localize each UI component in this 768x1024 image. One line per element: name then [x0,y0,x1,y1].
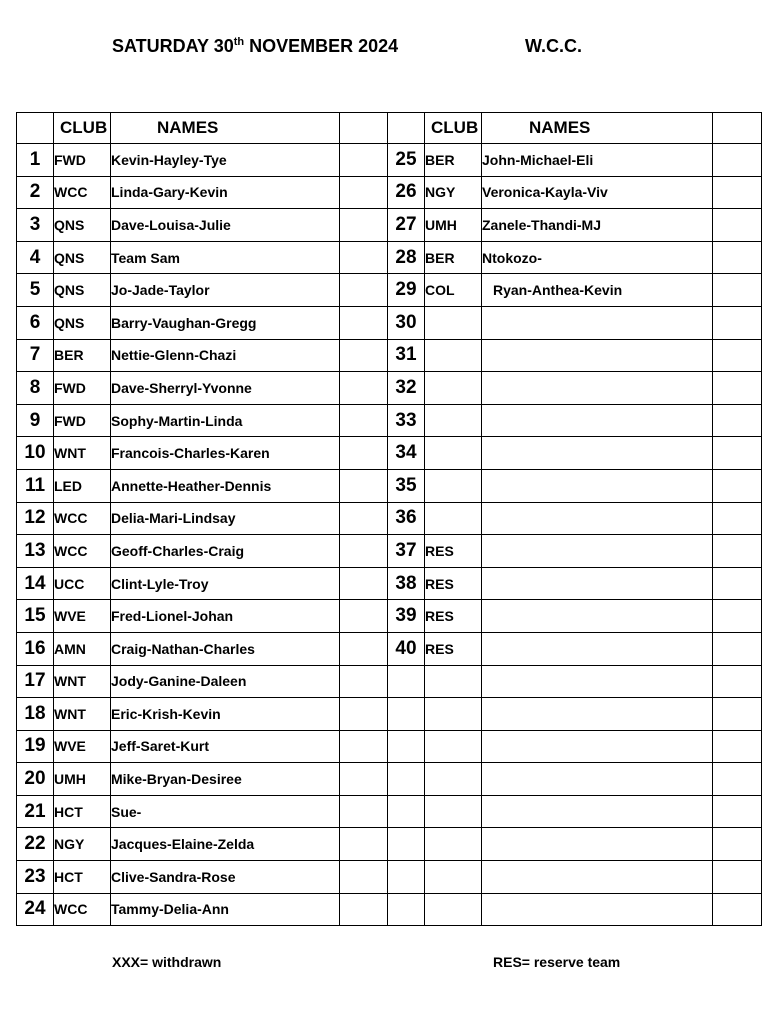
left-club-code: QNS [54,306,111,339]
table-row [17,567,762,600]
right-entry-number: 25 [388,144,425,177]
right-club-code [425,893,482,926]
right-entry-number: 27 [388,209,425,242]
organiser-heading: W.C.C. [525,36,582,56]
right-entry-number [388,763,425,796]
table-row [17,861,762,894]
right-entry-number: 38 [388,567,425,600]
left-entry-number: 5 [17,274,54,307]
right-team-names: Veronica-Kayla-Viv [482,176,713,209]
right-team-names [482,339,713,372]
table-row [17,469,762,502]
left-club-code: WCC [54,893,111,926]
left-extra-cell [340,828,388,861]
right-club-code: RES [425,600,482,633]
right-club-code [425,306,482,339]
left-extra-cell [340,567,388,600]
right-entry-number [388,665,425,698]
right-team-names [482,404,713,437]
left-extra-cell [340,404,388,437]
draw-table-body [17,144,762,926]
right-club-code [425,861,482,894]
right-team-names [482,567,713,600]
right-team-names [482,372,713,405]
right-extra-cell [713,241,762,274]
right-entry-number [388,828,425,861]
left-club-code: FWD [54,372,111,405]
right-team-names: Ryan-Anthea-Kevin [482,274,713,307]
right-club-code: RES [425,567,482,600]
left-club-code: QNS [54,209,111,242]
left-club-code: FWD [54,144,111,177]
right-team-names [482,698,713,731]
withdrawn-note: XXX= withdrawn [112,954,222,970]
left-names-header: NAMES [111,113,340,144]
left-club-code: WCC [54,176,111,209]
left-entry-number: 17 [17,665,54,698]
left-team-names: Jacques-Elaine-Zelda [111,828,340,861]
left-club-code: FWD [54,404,111,437]
left-extra-cell [340,144,388,177]
left-team-names: Eric-Krish-Kevin [111,698,340,731]
right-entry-number: 34 [388,437,425,470]
left-team-names: Jo-Jade-Taylor [111,274,340,307]
left-extra-cell [340,730,388,763]
right-club-code: RES [425,632,482,665]
event-date-heading [112,36,398,57]
table-row [17,209,762,242]
left-club-code: WNT [54,665,111,698]
right-team-names [482,665,713,698]
right-extra-cell [713,502,762,535]
right-extra-cell [713,665,762,698]
right-team-names [482,828,713,861]
right-team-names [482,437,713,470]
left-extra-cell [340,632,388,665]
right-club-code: RES [425,535,482,568]
left-club-code: QNS [54,274,111,307]
left-extra-cell [340,763,388,796]
left-team-names: Tammy-Delia-Ann [111,893,340,926]
left-team-names: Team Sam [111,241,340,274]
table-row [17,665,762,698]
right-extra-header [713,113,762,144]
right-entry-number: 29 [388,274,425,307]
left-entry-number: 23 [17,861,54,894]
right-extra-cell [713,828,762,861]
right-entry-number: 26 [388,176,425,209]
table-row [17,893,762,926]
right-team-names: John-Michael-Eli [482,144,713,177]
right-club-code [425,469,482,502]
right-extra-cell [713,535,762,568]
left-club-code: BER [54,339,111,372]
left-team-names: Delia-Mari-Lindsay [111,502,340,535]
table-row [17,306,762,339]
date-ordinal-suffix: th [233,36,245,48]
right-club-code [425,698,482,731]
left-team-names: Geoff-Charles-Craig [111,535,340,568]
left-entry-number: 15 [17,600,54,633]
left-club-header: CLUB [54,113,111,144]
left-entry-number: 10 [17,437,54,470]
right-club-code: UMH [425,209,482,242]
left-entry-number: 24 [17,893,54,926]
table-row [17,828,762,861]
right-team-names: Zanele-Thandi-MJ [482,209,713,242]
left-entry-number: 18 [17,698,54,731]
right-club-code [425,828,482,861]
right-num-header [388,113,425,144]
right-extra-cell [713,730,762,763]
left-extra-cell [340,339,388,372]
header-row [17,113,762,144]
left-team-names: Clive-Sandra-Rose [111,861,340,894]
draw-table [16,112,762,926]
left-team-names: Clint-Lyle-Troy [111,567,340,600]
left-extra-cell [340,535,388,568]
left-club-code: HCT [54,861,111,894]
right-club-code: BER [425,144,482,177]
left-entry-number: 6 [17,306,54,339]
right-entry-number [388,698,425,731]
right-team-names [482,535,713,568]
right-team-names [482,795,713,828]
table-row [17,437,762,470]
right-team-names [482,861,713,894]
left-entry-number: 22 [17,828,54,861]
left-team-names: Fred-Lionel-Johan [111,600,340,633]
left-extra-cell [340,176,388,209]
left-extra-cell [340,209,388,242]
right-extra-cell [713,567,762,600]
right-extra-cell [713,795,762,828]
right-extra-cell [713,632,762,665]
right-team-names [482,306,713,339]
left-club-code: WCC [54,502,111,535]
right-club-code [425,502,482,535]
table-row [17,600,762,633]
right-extra-cell [713,176,762,209]
left-extra-cell [340,600,388,633]
right-entry-number: 36 [388,502,425,535]
left-club-code: AMN [54,632,111,665]
left-team-names: Barry-Vaughan-Gregg [111,306,340,339]
left-club-code: WVE [54,730,111,763]
table-row [17,241,762,274]
left-entry-number: 8 [17,372,54,405]
left-extra-cell [340,469,388,502]
left-club-code: HCT [54,795,111,828]
right-entry-number: 39 [388,600,425,633]
right-entry-number [388,861,425,894]
left-club-code: WVE [54,600,111,633]
right-club-code: BER [425,241,482,274]
right-entry-number: 30 [388,306,425,339]
right-club-code [425,404,482,437]
right-entry-number: 32 [388,372,425,405]
left-entry-number: 14 [17,567,54,600]
left-extra-cell [340,306,388,339]
table-row [17,535,762,568]
left-team-names: Jeff-Saret-Kurt [111,730,340,763]
left-extra-cell [340,861,388,894]
right-team-names [482,469,713,502]
right-team-names [482,893,713,926]
right-entry-number: 28 [388,241,425,274]
left-entry-number: 11 [17,469,54,502]
right-club-code [425,339,482,372]
right-club-code: NGY [425,176,482,209]
left-extra-cell [340,372,388,405]
right-extra-cell [713,209,762,242]
left-entry-number: 16 [17,632,54,665]
right-extra-cell [713,274,762,307]
right-club-code [425,437,482,470]
right-team-names [482,763,713,796]
right-entry-number [388,795,425,828]
left-team-names: Craig-Nathan-Charles [111,632,340,665]
right-extra-cell [713,469,762,502]
right-club-code: COL [425,274,482,307]
left-team-names: Mike-Bryan-Desiree [111,763,340,796]
table-row [17,372,762,405]
left-team-names: Dave-Louisa-Julie [111,209,340,242]
right-extra-cell [713,698,762,731]
table-row [17,274,762,307]
left-team-names: Linda-Gary-Kevin [111,176,340,209]
right-entry-number [388,730,425,763]
right-extra-cell [713,144,762,177]
left-extra-cell [340,274,388,307]
left-team-names: Nettie-Glenn-Chazi [111,339,340,372]
left-entry-number: 21 [17,795,54,828]
right-team-names [482,632,713,665]
right-team-names [482,502,713,535]
left-entry-number: 13 [17,535,54,568]
right-club-header: CLUB [425,113,482,144]
left-team-names: Kevin-Hayley-Tye [111,144,340,177]
left-team-names: Annette-Heather-Dennis [111,469,340,502]
table-row [17,144,762,177]
right-entry-number: 37 [388,535,425,568]
right-extra-cell [713,861,762,894]
left-club-code: WCC [54,535,111,568]
table-row [17,339,762,372]
left-extra-cell [340,665,388,698]
table-row [17,632,762,665]
left-extra-cell [340,437,388,470]
reserve-note: RES= reserve team [493,954,621,970]
right-extra-cell [713,437,762,470]
right-club-code [425,763,482,796]
left-entry-number: 9 [17,404,54,437]
left-entry-number: 20 [17,763,54,796]
right-team-names [482,730,713,763]
right-extra-cell [713,893,762,926]
left-team-names: Sophy-Martin-Linda [111,404,340,437]
left-club-code: UCC [54,567,111,600]
right-entry-number: 40 [388,632,425,665]
left-team-names: Jody-Ganine-Daleen [111,665,340,698]
right-entry-number: 35 [388,469,425,502]
right-entry-number [388,893,425,926]
left-club-code: LED [54,469,111,502]
left-extra-cell [340,893,388,926]
left-club-code: QNS [54,241,111,274]
right-extra-cell [713,404,762,437]
table-row [17,176,762,209]
left-club-code: WNT [54,698,111,731]
table-row [17,795,762,828]
date-prefix: SATURDAY 30 [112,36,234,56]
left-extra-cell [340,795,388,828]
table-row [17,502,762,535]
left-club-code: WNT [54,437,111,470]
right-club-code [425,665,482,698]
left-extra-cell [340,698,388,731]
right-names-header: NAMES [482,113,713,144]
right-extra-cell [713,372,762,405]
left-team-names: Francois-Charles-Karen [111,437,340,470]
table-row [17,698,762,731]
right-club-code [425,730,482,763]
left-entry-number: 3 [17,209,54,242]
left-team-names: Dave-Sherryl-Yvonne [111,372,340,405]
left-team-names: Sue- [111,795,340,828]
right-extra-cell [713,763,762,796]
right-extra-cell [713,600,762,633]
left-entry-number: 2 [17,176,54,209]
left-extra-header [340,113,388,144]
right-club-code [425,372,482,405]
table-row [17,763,762,796]
left-extra-cell [340,502,388,535]
right-club-code [425,795,482,828]
left-entry-number: 1 [17,144,54,177]
left-club-code: NGY [54,828,111,861]
left-entry-number: 7 [17,339,54,372]
right-extra-cell [713,306,762,339]
left-entry-number: 12 [17,502,54,535]
right-entry-number: 33 [388,404,425,437]
left-extra-cell [340,241,388,274]
left-club-code: UMH [54,763,111,796]
left-entry-number: 19 [17,730,54,763]
date-rest: NOVEMBER 2024 [244,36,399,56]
left-entry-number: 4 [17,241,54,274]
table-row [17,730,762,763]
right-team-names: Ntokozo- [482,241,713,274]
table-row [17,404,762,437]
right-entry-number: 31 [388,339,425,372]
right-extra-cell [713,339,762,372]
left-num-header [17,113,54,144]
right-team-names [482,600,713,633]
